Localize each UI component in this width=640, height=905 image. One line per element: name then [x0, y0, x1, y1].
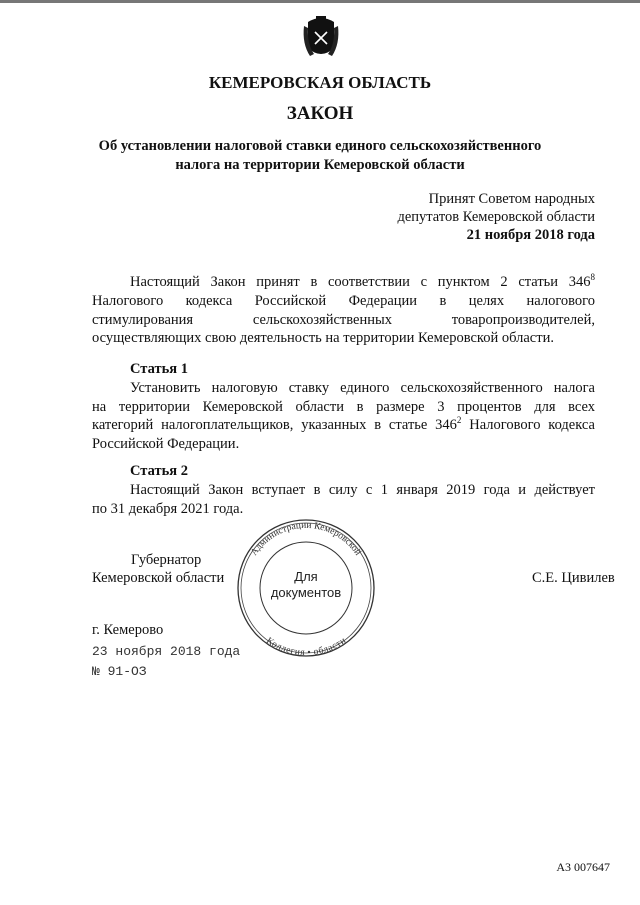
- article-1-line-1: Установить налоговую ставку единого сельскохозяйственного налога: [130, 379, 595, 396]
- adoption-date: 21 ноября 2018 года: [466, 227, 595, 243]
- article-1-line-4: Российской Федерации.: [92, 436, 240, 453]
- preamble-line-1: Настоящий Закон принят в соответствии с пунктом 2 статьи $346^8$: [130, 272, 595, 290]
- form-serial-number: А3 007647: [556, 860, 610, 874]
- adoption-block: [397, 190, 595, 244]
- signed-date: 23 ноября 2018 года: [92, 644, 241, 659]
- scan-edge: [0, 0, 640, 3]
- stamp-center-line-2: документов: [270, 585, 342, 600]
- law-title-line-2: налога на территории Кемеровской области: [175, 157, 465, 173]
- stamp-ring-text-top: [236, 518, 376, 568]
- governor-title-line-1: Губернатор: [131, 552, 202, 568]
- place: г. Кемерово: [92, 622, 164, 638]
- article-2-heading: Статья 2: [130, 463, 188, 479]
- preamble-line-4: осуществляющих свою деятельность на территории Кемеровской области.: [92, 330, 554, 347]
- governor-name: С.Е. Цивилев: [532, 570, 615, 586]
- article-1-line-3: категорий налогоплательщиков, указанных в статье $346^2$ Налогового кодекса: [92, 415, 595, 434]
- official-stamp: [236, 518, 376, 658]
- preamble-paragraph: [92, 273, 595, 348]
- article-2-line-2: по 31 декабря 2021 года.: [92, 500, 244, 517]
- svg-text:Администрации Кемеровской: Администрации Кемеровской: [249, 520, 363, 558]
- article-1-line-2: на территории Кемеровской области в размере 3 процентов для всех: [92, 398, 595, 415]
- article-2-line-1: Настоящий Закон вступает в силу с 1 января 2019 года и действует: [130, 481, 595, 498]
- document-type-heading: ЗАКОН: [286, 103, 354, 124]
- governor-title-line-2: Кемеровской области: [92, 570, 225, 586]
- article-1: [92, 360, 595, 454]
- coat-of-arms-emblem: [302, 14, 340, 64]
- adoption-line-1: Принят Советом народных: [428, 191, 595, 207]
- adoption-line-2: депутатов Кемеровской области: [397, 209, 595, 225]
- region-heading: КЕМЕРОВСКАЯ ОБЛАСТЬ: [208, 73, 432, 92]
- svg-text:Коллегия • области: Коллегия • области: [264, 636, 348, 658]
- article-2: [92, 462, 595, 518]
- stamp-center-text: [236, 569, 376, 601]
- preamble-line-2: Налогового кодекса Российской Федерации в целях налогового: [92, 292, 595, 309]
- article-1-heading: Статья 1: [130, 361, 188, 377]
- law-title-line-1: Об установлении налоговой ставки единого сельскохозяйственного: [98, 138, 542, 154]
- preamble-line-3: стимулирования сельскохозяйственных товаропроизводителей,: [92, 311, 595, 328]
- stamp-center-line-1: Для: [294, 569, 318, 584]
- law-number: № 91-ОЗ: [92, 664, 147, 679]
